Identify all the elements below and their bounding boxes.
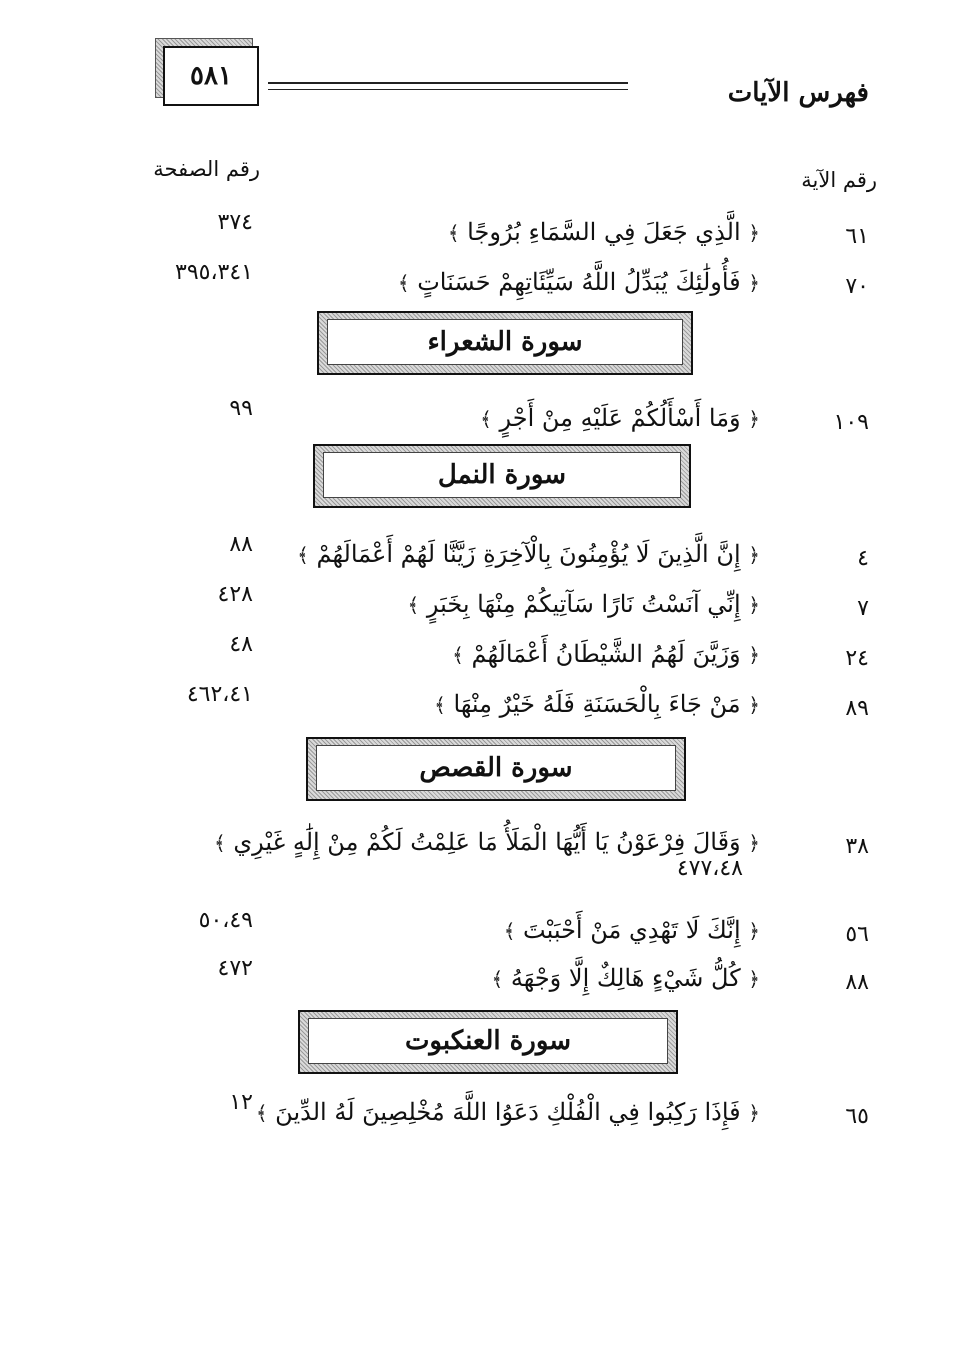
- ayah-number: ٦١: [845, 224, 869, 249]
- index-row: [0, 956, 965, 1004]
- index-row: [0, 682, 965, 730]
- surah-title: سورة النمل: [323, 452, 681, 498]
- verse-text: ﴿ الَّذِي جَعَلَ فِي السَّمَاءِ بُرُوجًا ﴾: [447, 218, 760, 246]
- ayah-number: ٢٤: [845, 646, 869, 671]
- page-refs: ٥٠،٤٩: [198, 908, 253, 933]
- page-refs: ٨٨: [229, 532, 253, 557]
- surah-heading-naml: [313, 444, 691, 508]
- index-row: [0, 632, 965, 680]
- column-heading-ayah-number: رقم الآية: [801, 168, 877, 192]
- verse-text: ﴿ وَقَالَ فِرْعَوْنُ يَا أَيُّهَا الْمَلَأُ مَا عَلِمْتُ لَكُمْ مِنْ إِلَٰهٍ غَيْرِي ﴾: [214, 828, 760, 856]
- ayah-number: ٦٥: [845, 1104, 869, 1129]
- page-refs: ٤٨: [229, 632, 253, 657]
- surah-title: سورة الشعراء: [327, 319, 683, 365]
- page-refs: ٤٧٢: [217, 956, 253, 981]
- column-heading-page-number: رقم الصفحة: [153, 157, 260, 181]
- verse-text: ﴿ فَإِذَا رَكِبُوا فِي الْفُلْكِ دَعَوُا اللَّهَ مُخْلِصِينَ لَهُ الدِّينَ ﴾: [255, 1098, 760, 1126]
- surah-title: سورة العنكبوت: [308, 1018, 668, 1064]
- page-refs: ٤٦٢،٤١: [186, 682, 253, 707]
- ayah-number: ٧٠: [845, 274, 869, 299]
- page-refs: ٣٧٤: [217, 210, 253, 235]
- verse-text: ﴿ وَزَيَّنَ لَهُمُ الشَّيْطَانُ أَعْمَالَهُمْ ﴾: [452, 640, 760, 668]
- surah-title: سورة القصص: [316, 745, 676, 791]
- ayah-number: ٧: [857, 596, 869, 621]
- index-row: [0, 828, 965, 894]
- verse-text: ﴿ كُلُّ شَيْءٍ هَالِكٌ إِلَّا وَجْهَهُ ﴾: [491, 964, 760, 992]
- index-row: [0, 582, 965, 630]
- ayah-number: ٨٨: [845, 970, 869, 995]
- surah-heading-shuara: [317, 311, 693, 375]
- index-row: [0, 210, 965, 258]
- ayah-number: ١٠٩: [833, 410, 869, 435]
- index-row: [0, 260, 965, 308]
- page-refs: ٩٩: [229, 396, 253, 421]
- page-title: فهرس الآيات: [727, 78, 869, 108]
- header-rule: [268, 82, 628, 90]
- index-row: [0, 396, 965, 444]
- verse-text: ﴿ إِنِّي آنَسْتُ نَارًا سَآتِيكُمْ مِنْهَا بِخَبَرٍ ﴾: [407, 590, 760, 618]
- page-refs: ٤٢٨: [217, 582, 253, 607]
- verse-text: ﴿ فَأُولَٰئِكَ يُبَدِّلُ اللَّهُ سَيِّئَاتِهِمْ حَسَنَاتٍ ﴾: [397, 268, 760, 296]
- index-row: [0, 1090, 965, 1138]
- ayah-number: ٣٨: [845, 834, 869, 859]
- verse-text: ﴿ مَنْ جَاءَ بِالْحَسَنَةِ فَلَهُ خَيْرٌ مِنْهَا ﴾: [434, 690, 760, 718]
- page-number: ٥٨١: [163, 46, 259, 106]
- ayah-number: ٤: [857, 546, 869, 571]
- verse-text: ﴿ وَمَا أَسْأَلُكُمْ عَلَيْهِ مِنْ أَجْرٍ ﴾: [480, 404, 760, 432]
- surah-heading-ankabut: [298, 1010, 678, 1074]
- page-number-box: [155, 38, 259, 104]
- page-refs: ١٢: [229, 1090, 253, 1115]
- surah-heading-qasas: [306, 737, 686, 801]
- index-row: [0, 532, 965, 580]
- index-row: [0, 908, 965, 956]
- page-refs: ٣٩٥،٣٤١: [175, 260, 253, 285]
- ayah-number: ٨٩: [845, 696, 869, 721]
- ayah-number: ٥٦: [845, 922, 869, 947]
- verse-text: ﴿ إِنَّ الَّذِينَ لَا يُؤْمِنُونَ بِالْآخِرَةِ زَيَّنَّا لَهُمْ أَعْمَالَهُمْ ﴾: [297, 540, 760, 568]
- verse-text: ﴿ إِنَّكَ لَا تَهْدِي مَنْ أَحْبَبْتَ ﴾: [503, 916, 760, 944]
- page-refs: ٤٧٧،٤٨: [676, 856, 743, 881]
